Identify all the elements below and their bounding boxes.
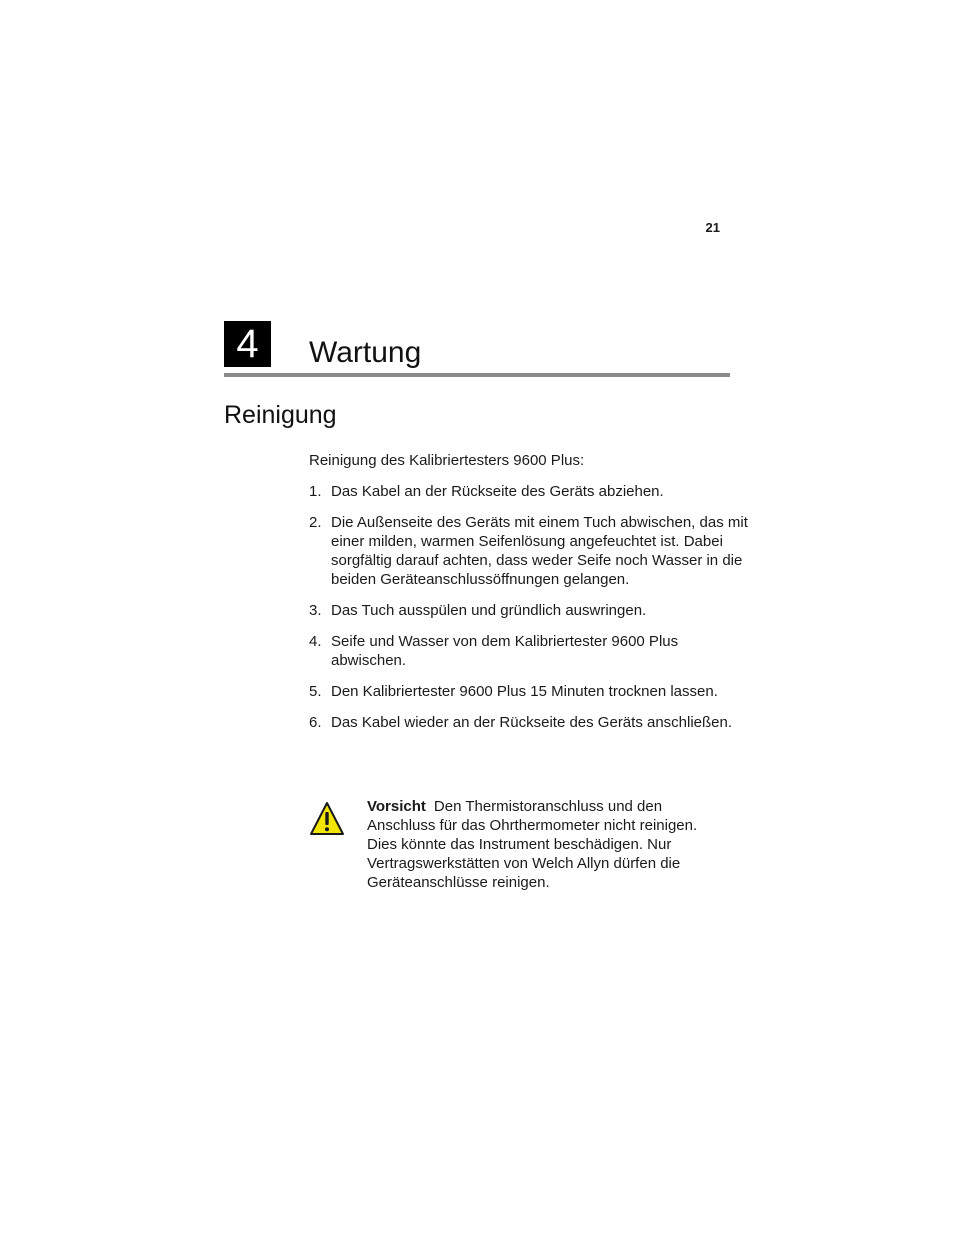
list-item — [309, 632, 749, 670]
caution-label: Vorsicht — [367, 798, 426, 815]
step-number: 5. — [309, 683, 322, 700]
steps-list — [309, 482, 749, 732]
section-title: Reinigung — [224, 401, 337, 429]
step-text: Das Tuch ausspülen und gründlich auswringen. — [331, 602, 647, 619]
step-text: Die Außenseite des Geräts mit einem Tuch abwischen, das mit einer milden, warmen Seifenlösung angefeuchtet ist. Dabei sorgfältig darauf achten, dass weder Seife noch Wasser in die beiden Geräteanschlussöffnungen gelangen. — [331, 514, 748, 588]
step-text: Das Kabel wieder an der Rückseite des Geräts anschließen. — [331, 714, 733, 731]
list-item — [309, 601, 749, 620]
step-number: 2. — [309, 514, 322, 531]
caution-text-block — [367, 797, 727, 892]
step-number: 1. — [309, 483, 322, 500]
step-number: 4. — [309, 633, 322, 650]
chapter-rule — [224, 373, 730, 377]
step-text: Das Kabel an der Rückseite des Geräts abziehen. — [331, 483, 664, 500]
page-number: 21 — [705, 220, 720, 235]
list-item — [309, 513, 749, 589]
list-item — [309, 482, 749, 501]
step-text: Den Kalibriertester 9600 Plus 15 Minuten trocknen lassen. — [331, 683, 718, 700]
list-item — [309, 713, 749, 732]
section-intro: Reinigung des Kalibriertesters 9600 Plus: — [309, 452, 585, 469]
caution-body: Den Thermistoranschluss und den Anschluss für das Ohrthermometer nicht reinigen. Dies könnte das Instrument beschädigen. Nur Vertragswerkstätten von Welch Allyn dürfen die Geräteanschlüsse reinigen. — [367, 798, 698, 891]
step-number: 3. — [309, 602, 322, 619]
chapter-number-box: 4 — [224, 321, 271, 367]
step-number: 6. — [309, 714, 322, 731]
section-content — [309, 451, 749, 744]
list-item — [309, 682, 749, 701]
chapter-title: Wartung — [309, 336, 422, 369]
step-text: Seife und Wasser von dem Kalibriertester 9600 Plus abwischen. — [331, 633, 679, 669]
warning-triangle-icon — [309, 801, 345, 837]
